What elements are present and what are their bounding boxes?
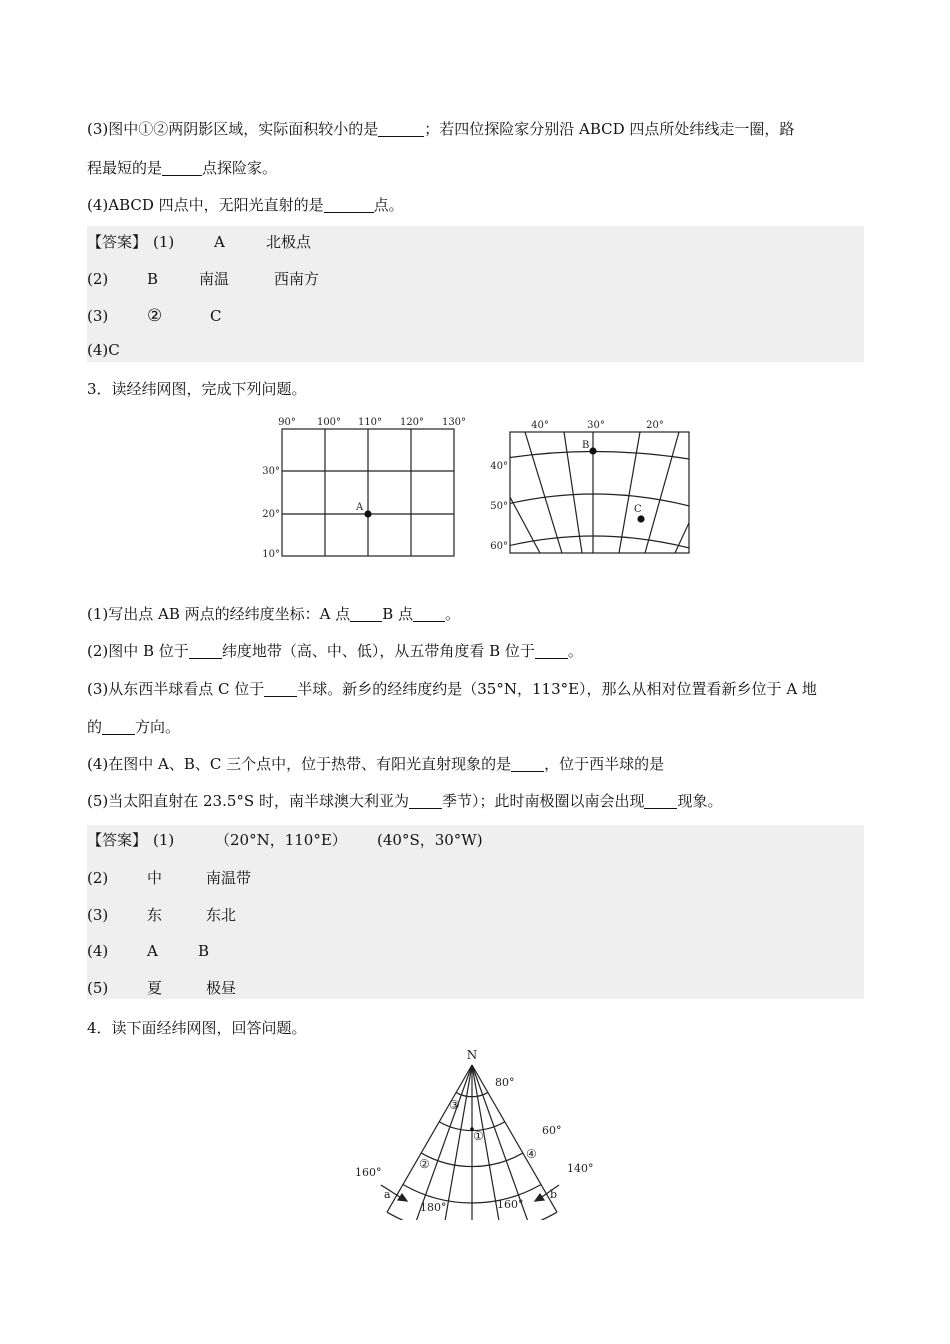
answer-blank xyxy=(189,643,222,659)
answer-num: (3) xyxy=(87,906,109,924)
lat-label: 30° xyxy=(262,466,280,477)
q3-grid-figure-2 xyxy=(485,410,700,565)
north-pole-label: N xyxy=(466,1048,478,1062)
q3-2-text-2: 纬度地带（高、中、低），从五带角度看 B 位于 xyxy=(221,642,535,660)
q2-line-4 xyxy=(87,194,404,216)
q2-answer-box xyxy=(87,226,864,362)
answer-blank xyxy=(511,756,544,772)
lon-label: 160° xyxy=(497,1198,524,1211)
q4-title: 4．读下面经纬网图，回答问题。 xyxy=(87,1019,307,1037)
lon-label: 120° xyxy=(399,417,425,428)
region-label: ② xyxy=(419,1157,430,1171)
q2-3a-text-2: ；若四位探险家分别沿 ABCD 四点所处纬线走一圈，路 xyxy=(424,120,795,138)
q4-polar-grid-figure xyxy=(345,1045,605,1220)
q3-line-3b xyxy=(87,716,180,738)
answer-item: 东 xyxy=(147,906,163,924)
answer-item: 北极点 xyxy=(266,233,312,251)
answer-item: 极昼 xyxy=(206,979,237,997)
arrow-a-label: a xyxy=(384,1188,391,1201)
lon-label: 100° xyxy=(316,417,342,428)
point-a-marker xyxy=(364,510,371,517)
answer-num: (3) xyxy=(87,307,109,325)
answer-item: B xyxy=(198,942,210,960)
point-a-label: A xyxy=(356,502,364,513)
q2-4-text: (4)ABCD 四点中，无阳光直射的是 xyxy=(87,196,324,214)
lon-label: 160° xyxy=(355,1166,382,1179)
q2-3b-text-2: 点探险家。 xyxy=(202,159,278,177)
arrow-b-label: b xyxy=(550,1188,558,1201)
point-b-label: B xyxy=(582,440,590,451)
answer-blank xyxy=(413,606,445,622)
lon-label: 110° xyxy=(357,417,383,428)
answer-item: 夏 xyxy=(147,979,163,997)
q3-line-5 xyxy=(87,790,723,812)
answer-blank xyxy=(644,793,677,809)
q3-2-text-3: 。 xyxy=(567,642,583,660)
q2-3b-text: 程最短的是 xyxy=(87,159,163,177)
q3-5-text: (5)当太阳直射在 23.5°S 时，南半球澳大利亚为 xyxy=(87,792,409,810)
point-c-label: C xyxy=(634,504,642,515)
q3-4-text: (4)在图中 A、B、C 三个点中，位于热带、有阳光直射现象的是 xyxy=(87,755,512,773)
lon-label: 30° xyxy=(587,420,605,431)
q2-line-3b xyxy=(87,157,277,179)
answer-item: 南温 xyxy=(199,270,230,288)
answer-blank xyxy=(162,160,202,176)
lat-label: 10° xyxy=(262,549,280,560)
answer-item: A xyxy=(147,942,158,960)
q3-3-text: (3)从东西半球看点 C 位于 xyxy=(87,680,265,698)
answer-blank xyxy=(535,643,568,659)
q3-grid-figure-1 xyxy=(255,410,475,565)
region-label: ① xyxy=(473,1129,484,1143)
answer-label: 【答案】 xyxy=(87,831,148,849)
answer-blank xyxy=(409,793,442,809)
q3-3b-text: 的 xyxy=(87,718,103,736)
answer-num: (5) xyxy=(87,979,109,997)
lon-label: 40° xyxy=(531,420,549,431)
q3-1-text: (1)写出点 AB 两点的经纬度坐标：A 点 xyxy=(87,605,351,623)
lat-label: 60° xyxy=(542,1124,562,1137)
region-label: ③ xyxy=(449,1098,460,1112)
answer-blank xyxy=(264,681,297,697)
arrow-a-head xyxy=(398,1194,407,1201)
answer-item: C xyxy=(210,307,222,325)
answer-item: B xyxy=(147,270,159,288)
q3-1-text-3: 。 xyxy=(445,605,461,623)
answer-item: 南温带 xyxy=(206,869,252,887)
answer-item: (40°S，30°W) xyxy=(377,831,483,849)
answer-num: (4)C xyxy=(87,341,120,359)
q3-answer-box xyxy=(87,825,864,999)
q3-3b-text-2: 方向。 xyxy=(135,718,181,736)
point-c-marker xyxy=(637,515,644,522)
answer-item: （20°N，110°E） xyxy=(215,831,347,849)
region-label: ④ xyxy=(526,1147,537,1161)
lat-label: 80° xyxy=(495,1076,515,1089)
q3-5-text-3: 现象。 xyxy=(677,792,723,810)
lat-label: 40° xyxy=(490,461,508,472)
lat-label: 20° xyxy=(262,509,280,520)
lon-label: 20° xyxy=(646,420,664,431)
lat-label: 50° xyxy=(490,501,508,512)
q2-3a-text: (3)图中①②两阴影区域，实际面积较小的是 xyxy=(87,120,379,138)
q3-line-2 xyxy=(87,640,583,662)
q2-4-text-2: 点。 xyxy=(373,196,404,214)
answer-blank xyxy=(350,606,382,622)
grid-lines xyxy=(282,429,454,556)
q3-line-3 xyxy=(87,678,817,700)
q3-2-text: (2)图中 B 位于 xyxy=(87,642,189,660)
q3-5-text-2: 季节）；此时南极圈以南会出现 xyxy=(441,792,645,810)
answer-blank xyxy=(324,197,374,213)
answer-item: 东北 xyxy=(206,906,237,924)
lon-label: 180° xyxy=(420,1201,447,1214)
answer-blank xyxy=(102,719,135,735)
q3-3-text-2: 半球。新乡的经纬度约是（35°N，113°E），那么从相对位置看新乡位于 A 地 xyxy=(297,680,817,698)
arrow-b-head xyxy=(535,1194,544,1201)
answer-label: 【答案】 xyxy=(87,233,148,251)
q3-title: 3．读经纬网图，完成下列问题。 xyxy=(87,380,307,398)
q3-line-4 xyxy=(87,753,664,775)
lon-label: 90° xyxy=(278,417,296,428)
lon-label: 130° xyxy=(441,417,467,428)
answer-num: (1) xyxy=(153,233,175,251)
answer-num: (2) xyxy=(87,869,109,887)
answer-item: A xyxy=(214,233,225,251)
q3-1-text-2: B 点 xyxy=(382,605,414,623)
lat-label: 60° xyxy=(490,541,508,552)
grid-lines xyxy=(387,1065,557,1220)
answer-item: 西南方 xyxy=(274,270,320,288)
answer-num: (1) xyxy=(153,831,175,849)
q3-4-text-2: ，位于西半球的是 xyxy=(544,755,665,773)
q3-line-1 xyxy=(87,603,460,625)
answer-blank xyxy=(378,121,424,137)
answer-num: (4) xyxy=(87,942,109,960)
answer-item: 中 xyxy=(147,869,163,887)
point-b-marker xyxy=(589,447,596,454)
answer-item: ② xyxy=(147,306,163,326)
answer-num: (2) xyxy=(87,270,109,288)
lon-label: 140° xyxy=(567,1162,594,1175)
q2-line-3a xyxy=(87,118,794,140)
